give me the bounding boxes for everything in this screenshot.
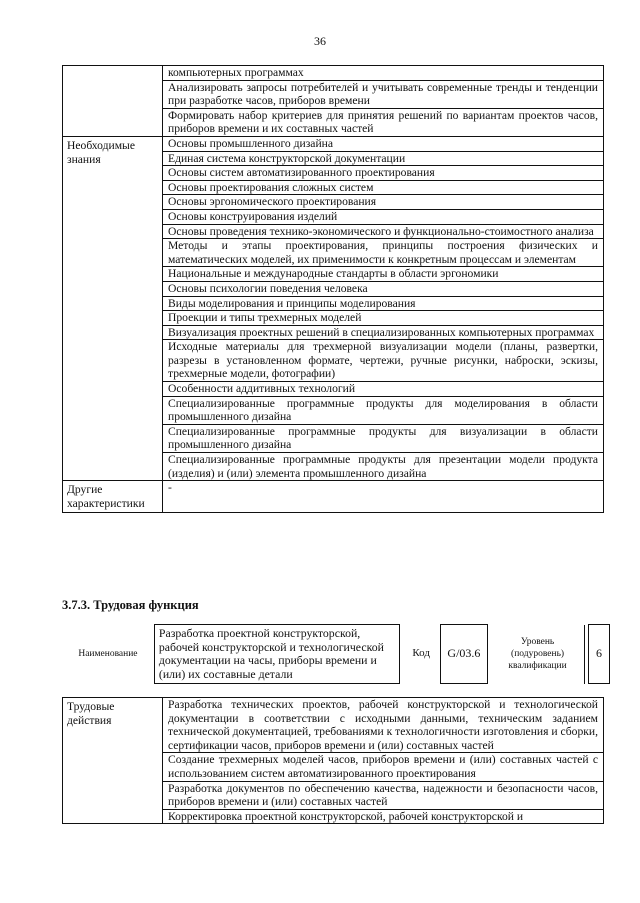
knowledge-item: Проекции и типы трехмерных моделей [163, 311, 604, 326]
function-code: G/03.6 [441, 625, 487, 684]
knowledge-row [63, 136, 604, 151]
code-label: Код [412, 647, 430, 660]
action-item: Создание трехмерных моделей часов, приборов времени и (или) составных частей с использованием систем автоматизированного проектирования [163, 753, 604, 781]
skill-item: Анализировать запросы потребителей и учитывать современные тренды и тенденции при разработке часов, приборов времени [163, 80, 604, 108]
knowledge-item: Основы проектирования сложных систем [163, 180, 604, 195]
labor-actions-body [63, 698, 604, 824]
competency-table-body [63, 66, 604, 513]
knowledge-item: Виды моделирования и принципы моделирования [163, 296, 604, 311]
competency-table [62, 65, 604, 513]
knowledge-label: Необходимые знания [63, 136, 163, 480]
knowledge-item: Исходные материалы для трехмерной визуализации модели (планы, развертки, разрезы в установленном формате, чертежи, ручные рисунки, наброски, эскизы, трехмерные модели, фотографии) [163, 340, 604, 382]
action-item: Разработка документов по обеспечению качества, надежности и безопасности часов, приборов времени и (или) составных частей [163, 781, 604, 809]
skills-label-cell [63, 66, 163, 137]
labor-actions-table [62, 697, 604, 824]
action-item: Разработка технических проектов, рабочей конструкторской и технологической документации в соответствии с исходными данными, техническим заданием технической документацией, требованиями к технологичности изготовления и сборки, сертификации часов, приборов времени и (или) составных частей [163, 698, 604, 753]
knowledge-item: Специализированные программные продукты для моделирования в области промышленного дизайна [163, 396, 604, 424]
knowledge-item: Основы психологии поведения человека [163, 281, 604, 296]
action-row [63, 698, 604, 753]
knowledge-item: Основы промышленного дизайна [163, 136, 604, 151]
knowledge-item: Особенности аддитивных технологий [163, 382, 604, 397]
level-label: Уровень (подуровень) квалификации [492, 625, 584, 684]
skill-row [63, 66, 604, 81]
page-number: 36 [314, 34, 326, 48]
knowledge-item: Специализированные программные продукты для презентации модели продукта (изделия) и (или) элемента промышленного дизайна [163, 453, 604, 481]
skill-item: компьютерных программах [163, 66, 604, 81]
labor-function-header [62, 624, 610, 684]
other-value: - [163, 481, 604, 513]
action-item: Корректировка проектной конструкторской, рабочей конструкторской и [163, 809, 604, 824]
knowledge-item: Специализированные программные продукты для визуализации в области промышленного дизайна [163, 424, 604, 452]
knowledge-item: Основы проведения технико-экономического и функционально-стоимостного анализа [163, 224, 604, 239]
knowledge-item: Основы систем автоматизированного проектирования [163, 166, 604, 181]
knowledge-item: Основы эргономического проектирования [163, 195, 604, 210]
knowledge-item: Национальные и международные стандарты в области эргономики [163, 267, 604, 282]
other-label: Другие характеристики [63, 481, 163, 513]
knowledge-item: Визуализация проектных решений в специализированных компьютерных программах [163, 325, 604, 340]
knowledge-item: Методы и этапы проектирования, принципы построения физических и математических моделей, их применимости к конкретным процессам и элементам [163, 239, 604, 267]
skill-item: Формировать набор критериев для принятия решений по вариантам проектов часов, приборов времени и их составных частей [163, 108, 604, 136]
actions-label: Трудовые действия [63, 698, 163, 824]
name-label: Наименование [78, 649, 138, 660]
other-row [63, 481, 604, 513]
function-name: Разработка проектной конструкторской, рабочей конструкторской и технологической документации на часы, приборы времени и (или) их составные детали [154, 625, 399, 684]
knowledge-item: Единая система конструкторской документации [163, 151, 604, 166]
knowledge-item: Основы конструирования изделий [163, 209, 604, 224]
section-title: 3.7.3. Трудовая функция [62, 598, 199, 612]
qualification-level: 6 [589, 625, 610, 684]
